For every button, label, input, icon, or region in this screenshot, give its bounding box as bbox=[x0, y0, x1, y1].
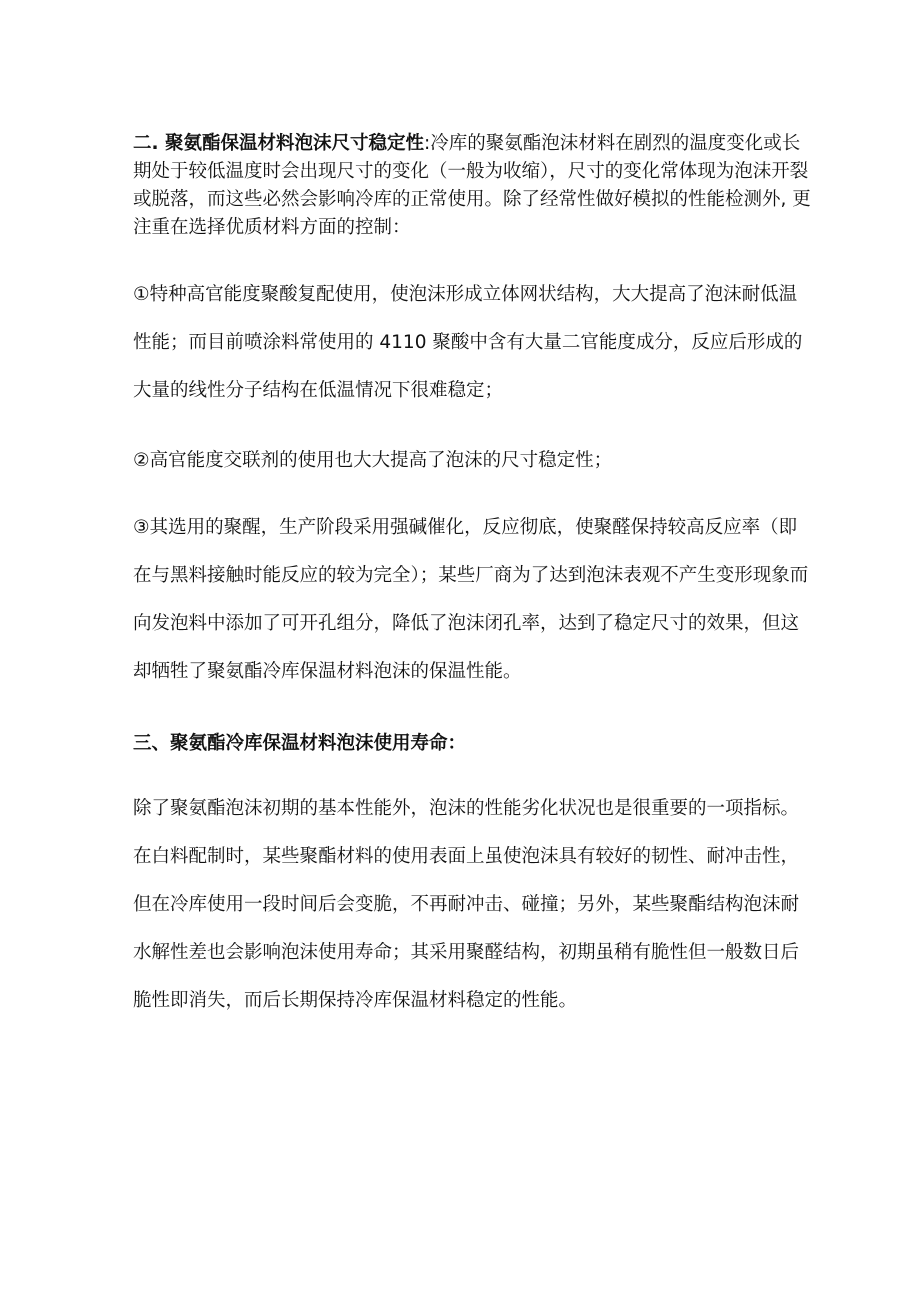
section-3-heading: 三、聚氨酯冷库保温材料泡沫使用寿命： bbox=[133, 733, 467, 754]
section-2-body: :冷库的聚氨酯泡沫材料在剧烈的温度变化或长期处于较低温度时会出现尺寸的变化（一般为收缩），尺寸的变化常体现为泡沫开裂或脱落，而这些必然会影响冷库的正常使用。除了经常性做好模拟的性能检测外, 更注重在选择优质材料方面的控制： bbox=[133, 133, 811, 238]
item-3-paragraph: ③其选用的聚醒，生产阶段采用强碱催化，反应彻底，使聚醛保持较高反应率（即在与黑料接触时能反应的较为完全）；某些厂商为了达到泡沫表观不产生变形现象而向发泡料中添加了可开孔组分，降低了泡沫闭孔率，达到了稳定尺寸的效果，但这却牺牲了聚氨酯冷库保温材料泡沫的保温性能。 bbox=[133, 517, 809, 682]
section-2-heading: 二. 聚氨酯保温材料泡沫尺寸稳定性 bbox=[133, 133, 424, 154]
item-2-paragraph: ②高官能度交联剂的使用也大大提高了泡沫的尺寸稳定性； bbox=[133, 450, 613, 471]
section-2-paragraph bbox=[133, 130, 813, 242]
section-3-paragraph: 除了聚氨酯泡沫初期的基本性能外，泡沫的性能劣化状况也是很重要的一项指标。在白料配制时，某些聚酯材料的使用表面上虽使泡沫具有较好的韧性、耐冲击性，但在冷库使用一段时间后会变脆，不再耐冲击、碰撞；另外，某些聚酯结构泡沫耐水解性差也会影响泡沫使用寿命；其采用聚醛结构，初期虽稍有脆性但一般数日后脆性即消失，而后长期保持冷库保温材料稳定的性能。 bbox=[133, 798, 800, 1011]
item-1-paragraph: ①特种高官能度聚酸复配使用，使泡沫形成立体网状结构，大大提高了泡沫耐低温性能；而目前喷涂料常使用的 4110 聚酸中含有大量二官能度成分，反应后形成的大量的线性分子结构在低温情况下很难稳定； bbox=[133, 284, 803, 401]
